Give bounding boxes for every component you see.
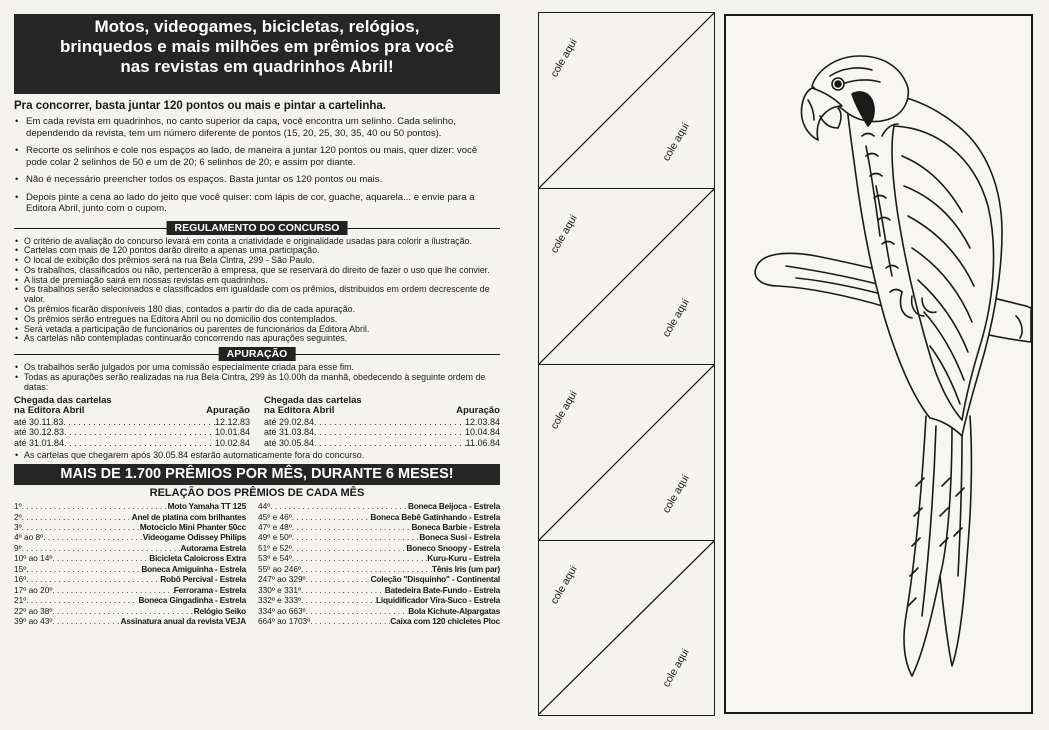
schedule-leader [64, 438, 215, 449]
prize-leader [52, 553, 149, 563]
prize-leader [22, 501, 168, 511]
instruction-item: • Em cada revista em quadrinhos, no canto superior da capa, você encontra um selinho. Cada selinho, dependendo da revista, tem um número diferente de pontos (15, 20, 25, 30, 35, 40 ou 50 pontos). [14, 116, 500, 139]
sticker-slot-label[interactable]: cole aqui [548, 388, 580, 431]
rule-item: • Cartelas com mais de 120 pontos darão direito a apenas uma participação. [14, 246, 500, 256]
prize-leader [26, 595, 138, 605]
prize-rank: 22º ao 38º [14, 605, 53, 616]
regulamento-list [14, 237, 500, 345]
schedule-column-left [14, 396, 250, 449]
schedule-apuracao: 11.06.84 [465, 438, 500, 449]
prize-rank: 247º ao 329º [258, 574, 306, 585]
prize-leader [310, 616, 390, 626]
schedule-leader [314, 427, 465, 438]
sticker-slot-label[interactable]: cole aqui [660, 472, 692, 516]
schedule-row [264, 417, 500, 428]
prize-row [14, 532, 246, 542]
prize-leader [22, 522, 140, 532]
prize-name: Caixa com 120 chicletes Ploc [390, 616, 500, 627]
sticker-box [539, 13, 714, 189]
prize-name: Boneca Susi - Estrela [419, 532, 500, 543]
sticker-slot-label[interactable]: cole aqui [660, 296, 692, 340]
sticker-diagonal [539, 13, 714, 188]
prize-name: Boneca Amiguinha - Estrela [141, 563, 246, 574]
schedule-table [14, 396, 500, 449]
apuracao-heading [14, 347, 500, 361]
schedule-chegada: até 29.02.84 [264, 416, 315, 427]
prize-row [258, 606, 500, 616]
prize-leader [270, 501, 408, 511]
schedule-header-line-1: Chegada das cartelas [14, 394, 112, 406]
schedule-header [14, 396, 250, 417]
rule-item: • Será vetada a participação de funcionários ou parentes de funcionários da Editora Abril. [14, 325, 500, 335]
parrot-illustration [726, 16, 1031, 712]
prize-name: Autorama Estrela [180, 542, 246, 553]
instruction-item: • Depois pinte a cena ao lado do jeito que você quiser: com lápis de cor, guache, aquarela... e envie para a Editora Abril, junto com o cupom. [14, 192, 500, 215]
rule-item: • O critério de avaliação do concurso levará em conta a criatividade e originalidade usadas para colorir a ilustração. [14, 237, 500, 247]
prize-leader [292, 543, 407, 553]
prize-rank: 10º ao 14º [14, 553, 53, 564]
schedule-header-line-2: na Editora Abril [14, 405, 85, 417]
prize-rank: 15º [14, 563, 27, 574]
prize-rank: 51º e 52º [258, 542, 292, 553]
rule-item: • As cartelas não contempladas continuarão concorrendo nas apurações seguintes. [14, 334, 500, 344]
prize-row [14, 574, 246, 584]
prize-row [258, 501, 500, 511]
schedule-header-apuracao: Apuração [456, 405, 500, 417]
prizes-title: RELAÇÃO DOS PRÊMIOS DE CADA MÊS [149, 487, 365, 500]
schedule-note: • As cartelas que chegarem após 30.05.84 estarão automaticamente fora do concurso. [14, 450, 500, 461]
rule-item: • Os prêmios ficarão disponíveis 180 dias, contados a partir do dia de cada apuração. [14, 305, 500, 315]
prize-row [14, 501, 246, 511]
prize-name: Boneca Barbie - Estrela [411, 521, 500, 532]
sticker-box [539, 541, 714, 714]
prize-name: Liquidificador Vira-Suco - Estrela [376, 595, 500, 606]
schedule-chegada: até 30.05.84 [264, 438, 315, 449]
prize-leader [22, 543, 181, 553]
prize-rank: 330º e 331º [258, 584, 301, 595]
sticker-slot-label[interactable]: cole aqui [548, 563, 580, 607]
prize-rank: 55º ao 246º [258, 563, 301, 574]
prize-rank: 53º e 54º [258, 553, 292, 564]
prizes-table [14, 501, 500, 626]
instructions-list [14, 116, 500, 215]
prize-row [258, 595, 500, 605]
prize-leader [26, 564, 141, 574]
prize-row [258, 553, 500, 563]
prize-leader [26, 574, 160, 584]
schedule-header [264, 396, 500, 417]
schedule-row [264, 427, 500, 438]
prize-row [14, 553, 246, 563]
prize-leader [292, 553, 428, 563]
headline [14, 14, 500, 94]
prize-rank: 9º [14, 542, 22, 553]
schedule-apuracao: 10.01.84 [214, 427, 250, 438]
prize-rank: 45º e 46º [258, 511, 292, 522]
prize-rank: 2º [14, 511, 22, 522]
sticker-slot-label[interactable]: cole aqui [660, 646, 692, 690]
prize-leader [52, 616, 120, 626]
prize-name: Boneca Bebê Gatinhando - Estrela [370, 511, 500, 522]
prize-name: Motociclo Mini Phanter 50cc [139, 521, 246, 532]
prizes-column-left [14, 501, 246, 626]
schedule-leader [63, 417, 215, 428]
schedule-row [264, 438, 500, 449]
coloring-panel [724, 14, 1033, 714]
prize-row [14, 595, 246, 605]
rule-item: • O local de exibição dos prêmios será na rua Bela Cintra, 299 - São Paulo. [14, 256, 500, 266]
contest-text-page [14, 14, 500, 720]
apuracao-item: • Todas as apurações serão realizadas na rua Bela Cintra, 299 às 10.00h da manhã, obedecendo à seguinte ordem de datas: [14, 373, 500, 393]
sticker-diagonal [539, 365, 714, 540]
prize-name: Robô Percival - Estrela [160, 574, 246, 585]
prize-rank: 4º ao 8º [14, 532, 44, 543]
prize-leader [306, 606, 409, 616]
instruction-item: • Não é necessário preencher todos os espaços. Basta juntar os 120 pontos ou mais. [14, 174, 500, 186]
prize-rank: 49º e 50º [258, 532, 292, 543]
schedule-chegada: até 30.11.83 [14, 416, 64, 427]
prize-name: Bola Kichute-Alpargatas [408, 605, 500, 616]
prize-row [14, 512, 246, 522]
sticker-diagonal [539, 189, 714, 364]
schedule-apuracao: 12.03.84 [464, 416, 500, 427]
sticker-slot-label[interactable]: cole aqui [548, 212, 580, 255]
schedule-apuracao: 10.02.84 [214, 438, 250, 449]
prize-leader [43, 532, 143, 542]
prize-rank: 21º [14, 595, 27, 606]
schedule-row [14, 427, 250, 438]
prize-leader [52, 585, 173, 595]
schedule-chegada: até 30.12.83 [14, 427, 65, 438]
sticker-slot-label[interactable]: cole aqui [660, 120, 692, 164]
prize-row [258, 532, 500, 542]
prize-rank: 332º e 333º [258, 595, 301, 606]
prize-leader [292, 512, 371, 522]
schedule-leader [64, 427, 215, 438]
rule-item: • Os trabalhos serão selecionados e classificados em igualdade com os prêmios, distribuidos em ordem decrescente de valor. [14, 285, 500, 305]
lead-text: Pra concorrer, basta juntar 120 pontos ou mais e pintar a cartelinha. [14, 100, 386, 112]
prize-name: Bicicleta Caloicross Extra [149, 553, 246, 564]
prizes-banner: MAIS DE 1.700 PRÊMIOS POR MÊS, DURANTE 6 MESES! [14, 464, 500, 485]
prize-row [258, 574, 500, 584]
rule-item: • Os trabalhos, classificados ou não, pertencerão à empresa, que se reservará do direito de fazer o uso que lhe convier. [14, 266, 500, 276]
prize-row [14, 616, 246, 626]
prize-name: Assinatura anual da revista VEJA [120, 616, 246, 627]
prize-leader [22, 512, 132, 522]
schedule-apuracao: 12.12.83 [214, 416, 250, 427]
regulamento-heading [14, 221, 500, 235]
prize-rank: 3º [14, 521, 22, 532]
prize-row [14, 522, 246, 532]
prize-row [14, 564, 246, 574]
prize-name: Boneca Beijoca - Estrela [407, 501, 500, 512]
prize-leader [301, 585, 385, 595]
sticker-card [538, 12, 715, 716]
sticker-diagonal [539, 541, 714, 714]
prize-name: Videogame Odissey Philips [142, 532, 246, 543]
prize-name: Batedeira Bate-Fundo - Estrela [384, 584, 500, 595]
schedule-leader [314, 438, 466, 449]
rule-item: • A lista de premiação sairá em nossas revistas em quadrinhos. [14, 276, 500, 286]
schedule-leader [314, 417, 465, 428]
apuracao-list [14, 363, 500, 392]
sticker-box [539, 365, 714, 541]
prize-leader [301, 595, 376, 605]
prize-row [258, 616, 500, 626]
prize-rank: 664º ao 1703º [258, 616, 311, 627]
prize-rank: 334º ao 663º [258, 605, 306, 616]
schedule-row [14, 438, 250, 449]
prize-row [258, 512, 500, 522]
regulamento-title: REGULAMENTO DO CONCURSO [167, 221, 348, 235]
prize-name: Anel de platina com brilhantes [131, 511, 246, 522]
prize-rank: 47º e 48º [258, 521, 292, 532]
prize-name: Moto Yamaha TT 125 [167, 501, 246, 512]
prize-rank: 1º [14, 501, 22, 512]
prize-rank: 44º [258, 501, 271, 512]
instruction-item: • Recorte os selinhos e cole nos espaços ao lado, de maneira a juntar 120 pontos ou mais, quer dizer: você pode colar 2 selinhos de 50 e um de 20; 6 selinhos de 20; e assim por diante. [14, 145, 500, 168]
prize-leader [52, 606, 193, 616]
prize-name: Kuru-Kuru - Estrela [427, 553, 500, 564]
prize-rank: 17º ao 20º [14, 584, 53, 595]
prize-row [258, 543, 500, 553]
prize-leader [292, 522, 412, 532]
schedule-chegada: até 31.01.84 [14, 438, 65, 449]
schedule-chegada: até 31.03.84 [264, 427, 315, 438]
prize-row [258, 585, 500, 595]
apuracao-item: • Os trabalhos serão julgados por uma comissão especialmente criada para esse fim. [14, 363, 500, 373]
prize-leader [301, 564, 432, 574]
headline-line-3: nas revistas em quadrinhos Abril! [120, 57, 394, 76]
prize-name: Boneco Snoopy - Estrela [406, 542, 500, 553]
prizes-column-right [258, 501, 500, 626]
prize-leader [306, 574, 371, 584]
prize-row [258, 522, 500, 532]
prize-rank: 16º [14, 574, 27, 585]
prize-name: Boneca Gingadinha - Estrela [138, 595, 246, 606]
prize-name: Tênis Iris (um par) [431, 563, 500, 574]
schedule-apuracao: 10.04.84 [464, 427, 500, 438]
schedule-column-right [264, 396, 500, 449]
sticker-box [539, 189, 714, 365]
sticker-slot-label[interactable]: cole aqui [548, 36, 580, 79]
prize-rank: 39º ao 43º [14, 616, 53, 627]
schedule-header-line-2: na Editora Abril [264, 405, 335, 417]
rule-item: • Os prêmios serão entregues na Editora Abril ou no domicilio dos contemplados. [14, 315, 500, 325]
schedule-header-apuracao: Apuração [206, 405, 250, 417]
apuracao-title: APURAÇÃO [219, 347, 296, 361]
schedule-header-line-1: Chegada das cartelas [264, 394, 362, 406]
headline-line-1: Motos, videogames, bicicletas, relógios, [94, 17, 420, 36]
prize-leader [292, 532, 420, 542]
prize-row [14, 585, 246, 595]
prize-row [14, 606, 246, 616]
prize-row [14, 543, 246, 553]
schedule-row [14, 417, 250, 428]
prize-name: Relógio Seiko [193, 605, 246, 616]
prize-name: Ferrorama - Estrela [173, 584, 246, 595]
headline-line-2: brinquedos e mais milhões em prêmios pra você [60, 37, 454, 56]
prize-row [258, 564, 500, 574]
prize-name: Coleção "Disquinho" - Continental [370, 574, 500, 585]
